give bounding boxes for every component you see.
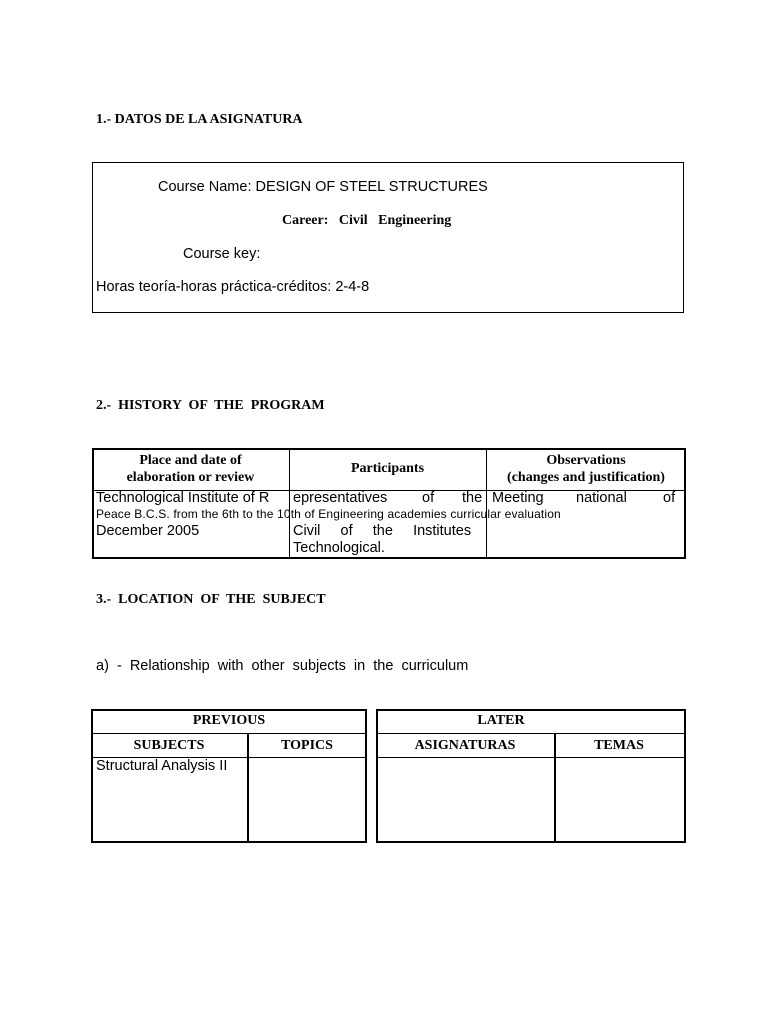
col-observations: Observations (changes and justification) bbox=[507, 453, 665, 485]
previous-title: PREVIOUS bbox=[192, 713, 266, 728]
later-asignaturas-header: ASIGNATURAS bbox=[414, 738, 516, 753]
observations-line-1a: Meeting bbox=[492, 490, 544, 506]
history-table bbox=[92, 448, 686, 558]
observations-line-1c: of bbox=[663, 490, 676, 506]
participants-line-1c: the bbox=[462, 490, 483, 506]
course-name: Course Name: DESIGN OF STEEL STRUCTURES bbox=[158, 179, 488, 195]
previous-topics-header: TOPICS bbox=[281, 738, 333, 753]
previous-subject-cell: Structural Analysis II bbox=[96, 758, 228, 774]
course-info-box bbox=[92, 162, 684, 313]
section-3-heading: 3.- LOCATION OF THE SUBJECT bbox=[96, 592, 326, 607]
previous-subjects-header: SUBJECTS bbox=[133, 738, 205, 753]
participants-line-4: Technological. bbox=[293, 540, 385, 556]
later-table bbox=[376, 709, 686, 843]
later-temas-header: TEMAS bbox=[594, 738, 644, 753]
participants-line-1a: epresentatives bbox=[293, 490, 388, 506]
date-cell: December 2005 bbox=[96, 523, 200, 539]
section-2-heading: 2.- HISTORY OF THE PROGRAM bbox=[96, 398, 325, 413]
col-place-date: Place and date of elaboration or review bbox=[126, 453, 255, 485]
later-title: LATER bbox=[477, 713, 525, 728]
career: Career: Civil Engineering bbox=[282, 213, 452, 228]
col-participants: Participants bbox=[350, 461, 425, 476]
observations-line-1b: national bbox=[576, 490, 627, 506]
hours-credits: Horas teoría-horas práctica-créditos: 2-4-8 bbox=[96, 279, 370, 295]
participants-line-3: Civil of the Institutes bbox=[293, 523, 472, 539]
relationship-text: a) - Relationship with other subjects in the curriculum bbox=[96, 658, 469, 674]
section-1-heading: 1.- DATOS DE LA ASIGNATURA bbox=[96, 112, 303, 127]
place-line-1: Technological Institute of R bbox=[96, 490, 270, 506]
previous-table bbox=[91, 709, 367, 843]
row-line-2: Peace B.C.S. from the 6th to the 10th of Engineering academies curricular evaluation bbox=[96, 507, 561, 521]
participants-line-1b: of bbox=[422, 490, 435, 506]
course-key: Course key: bbox=[183, 246, 261, 262]
